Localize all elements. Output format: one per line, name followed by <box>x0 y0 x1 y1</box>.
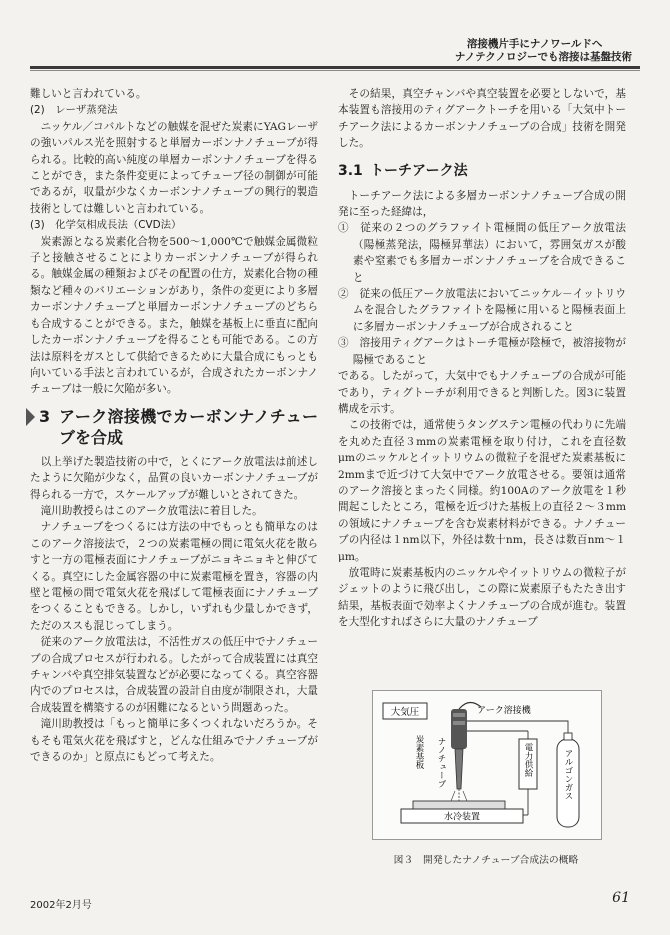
figure-caption: 図３ 開発したナノチューブ合成法の概略 <box>393 855 579 866</box>
paragraph: 滝川助教授は「もっと簡単に多くつくれないだろうか。そもそも電気火花を飛ばすと，どんな仕組みでナノチューブができるのか」と原点にもどって考えた。 <box>30 718 318 764</box>
header-line-2: ナノテクノロジーでも溶接は基盤技術 <box>454 51 632 63</box>
left-column <box>30 86 318 765</box>
substrate-plate <box>413 801 505 809</box>
header-line-1: 溶接機片手にナノワールドへ <box>466 38 603 50</box>
paragraph: である。したがって，大気中でもナノチューブの合成が可能であり，ティグトーチが利用できると判断した。図3に装置構成を示す。 <box>338 370 626 415</box>
page-number: 61 <box>612 890 630 906</box>
subsection-heading-3-1 <box>338 160 626 182</box>
section-title: アーク溶接機でカーボンナノチューブを合成 <box>59 406 318 447</box>
paragraph: トーチアーク法による多層カーボンナノチューブ合成の開発に至った経緯は， <box>338 189 626 219</box>
running-header <box>455 38 632 64</box>
paragraph: 従来のアーク放電法は，不活性ガスの低圧中でナノチューブの合成プロセスが行われる。したがって合成装置には真空チャンバや真空排気装置などが必要になってくる。真空容器内でのプロセスは，合成装置の設計自由度が制限され，大量合成装置を構築するのが困難になるという問題あった。 <box>30 636 318 714</box>
label-substrate: 炭素基板 <box>414 735 424 769</box>
subsection-title: トーチアーク法 <box>370 162 468 179</box>
paragraph: 以上挙げた製造技術の中で，とくにアーク放電法は前述したように欠陥が少なく，品質の良いカーボンナノチューブが得られる一方で，スケールアップが難しいとされてきた。 <box>30 455 318 501</box>
label-welder: アーク溶接機 <box>477 706 531 716</box>
header-rule <box>30 66 640 69</box>
list-item: ③ 溶接用ティグアークはトーチ電極が陰極で，被溶接物が陽極であること <box>338 337 626 366</box>
subsection-number: 3.1 <box>338 162 363 179</box>
carbon-electrode <box>455 749 463 789</box>
section-heading-3 <box>30 406 318 448</box>
label-cooling: 水冷装置 <box>443 812 481 823</box>
paragraph: その結果，真空チャンバや真空装置を必要としないで，基本装置も溶接用のティグアークトーチを用いる「大気中トーチアーク法によるカーボンナノチューブの合成」技術を開発した。 <box>338 88 626 150</box>
header-rule-thin <box>30 70 640 71</box>
label-atmosphere: 大気圧 <box>390 707 420 718</box>
paragraph-laser: ニッケル／コバルトなどの触媒を混ぜた炭素にYAGレーザの強いパルス光を照射すると単層カーボンナノチューブが得られる。比較的高い純度の単層カーボンナノチューブを得ることができ，また条件変更によってチューブ径の制御が可能であるが，収量が少なくカーボンナノチューブの興行的製造技術としては難しいと言われている。 <box>30 120 318 215</box>
label-power: 電力供給 <box>523 743 533 777</box>
footer-date: 2002年2月号 <box>30 900 92 911</box>
figure-3 <box>372 690 602 840</box>
subheading-cvd: (3) 化学気相成長法（CVD法） <box>30 219 182 232</box>
paragraph-cvd: 炭素源となる炭素化合物を500～1,000℃で触媒金属微粒子と接触させることによりカーボンナノチューブが得られる。触媒金属の種類およびその配置の仕方，炭素化合物の種類など種々のバリエーションがあり，条件の変更により多層カーボンナノチューブと単層カーボンナノチューブのどちらも合成することができる。また，触媒を基板上に垂直に配向したカーボンナノチューブを得ることも可能である。この方法は原料をガスとして供給できるために大量合成にもっとも向いている手法と言われているが，合成されたカーボンナノチューブは一般に欠陥が多い。 <box>30 235 318 396</box>
paragraph: 放電時に炭素基板内のニッケルやイットリウムの微粒子がジェットのように飛び出し，この際に炭素原子もたたき出す結果，基板表面で効率よくナノチューブの合成が進む。装置を大型化すればさらに大量のナノチューブ <box>338 566 626 629</box>
subheading-laser: (2) レーザ蒸発法 <box>30 104 118 117</box>
paragraph: ナノチューブをつくるには方法の中でもっとも簡単なのはこのアーク溶接法で，２つの炭素電極の間に電気火花を散らすと一方の電極表面にナノチューブがニョキニョキと伸びてくる。真空にした金属容器の中に炭素電極を置き，容器の内壁と電極の間で電気火花を飛ばして電極表面にナノチューブをつくることもできる。しかし，いずれも少量しかできず，ただのススも混じってしまう。 <box>30 521 318 632</box>
paragraph: 難しいと言われている。 <box>30 88 147 100</box>
label-argon: アルゴンガス <box>563 749 573 800</box>
section-arrow-icon <box>26 408 35 426</box>
paragraph: 滝川助教授らはこのアーク放電法に着目した。 <box>40 504 263 517</box>
paragraph: この技術では，通常使うタングステン電極の代わりに先端を丸めた直径３mmの炭素電極を取り付け，これを直径数μmのニッケルとイットリウムの微粒子を混ぜた炭素基板に2mmまで近づけて大気中でアーク放電させる。要領は通常のアーク溶接とまったく同様。約100Aのアーク放電を１秒間起こしたところ，電極を近づけた基板上の直径２～３mmの領域にナノチューブを含む炭素材料ができる。ナノチューブの内径は１nm以下，外径は数十nm，長さは数百nm～１μm。 <box>338 419 626 563</box>
section-number: 3 <box>39 406 51 426</box>
list-item: ① 従来の２つのグラファイト電極間の低圧アーク放電法（陽極蒸発法，陽極昇華法）において，雰囲気ガスが酸素や窒素でも多層カーボンナノチューブを合成できること <box>338 222 626 284</box>
right-column <box>338 86 626 631</box>
apparatus-diagram <box>373 691 601 839</box>
label-nanotube: ナノチューブ <box>436 737 446 788</box>
list-item: ② 従来の低圧アーク放電法においてニッケル－イットリウムを混合したグラファイトを陽極に用いると陽極表面上に多層カーボンナノチューブが合成されること <box>338 288 626 333</box>
